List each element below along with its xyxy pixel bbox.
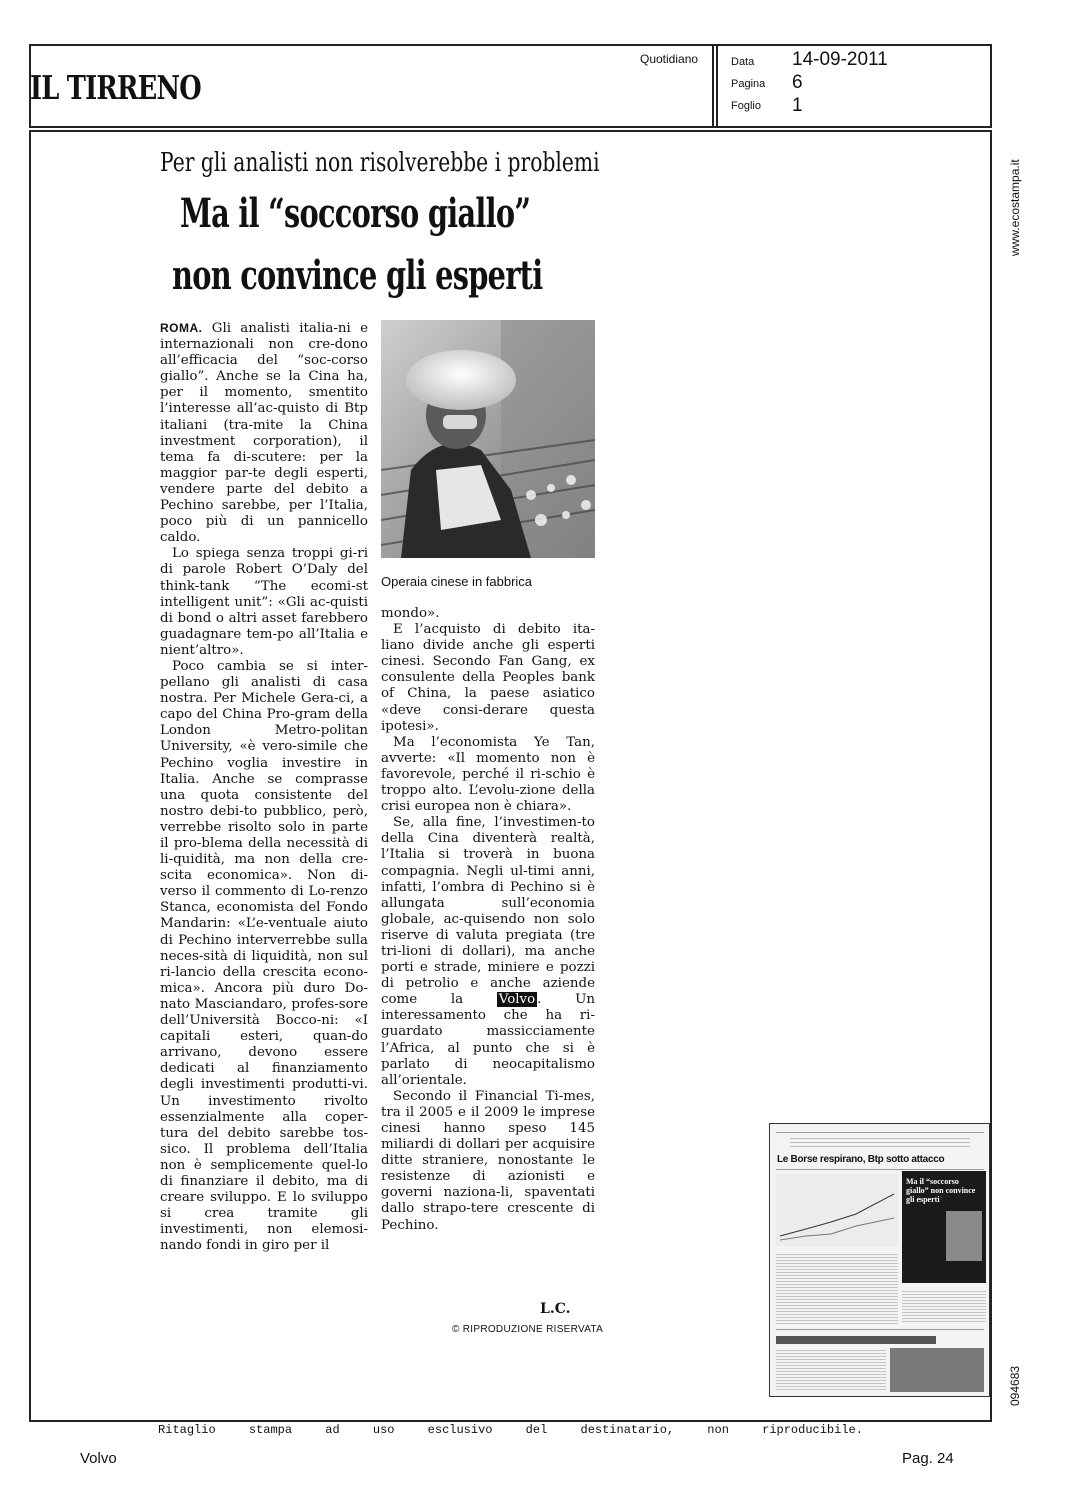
page-thumbnail	[769, 1123, 990, 1397]
footer-page-number: Pag. 24	[902, 1450, 954, 1467]
article-title-line-1: Ma il “soccorso giallo”	[180, 190, 531, 237]
side-website-text: www.ecostampa.it	[1008, 159, 1022, 256]
header-divider	[712, 44, 718, 128]
thumb-text-block	[776, 1348, 886, 1392]
thumb-highlighted-article	[902, 1171, 986, 1283]
publication-type: Quotidiano	[640, 52, 699, 66]
highlighted-keyword: Volvo	[498, 992, 536, 1008]
copyright-note: © RIPRODUZIONE RISERVATA	[452, 1324, 604, 1335]
paragraph: Ma l’economista Ye Tan, avverte: «Il momento non è favorevole, perché il ri-schio è troppo alto. L’evolu-zione della crisi europea non è chiara».	[381, 734, 595, 815]
article-kicker: Per gli analisti non risolverebbe i problemi	[160, 148, 600, 178]
masthead: IL TIRRENO	[30, 68, 201, 107]
thumb-subhead	[776, 1336, 936, 1344]
paragraph: Secondo il Financial Ti-mes, tra il 2005 e il 2009 le imprese cinesi hanno speso 145 miliardi di dollari per acquisire ditte straniere, nonostante le resistenze di azionisti e governi naziona-li, spaventati dallo strapo-tere crescente di Pechino.	[381, 1088, 595, 1233]
thumb-rule	[776, 1132, 984, 1133]
author-signature: L.C.	[540, 1301, 571, 1317]
thumb-headline: Le Borse respirano, Btp sotto attacco	[777, 1154, 945, 1165]
article-column-1	[160, 320, 368, 1254]
photo-caption: Operaia cinese in fabbrica	[381, 574, 533, 589]
thumb-rule	[790, 1138, 970, 1139]
thumb-rule	[790, 1142, 970, 1143]
paragraph-text: . Un interessamento che ha ri-guardato massicciamente l’Africa, al punto che si è parlato di neocapitalismo all’orientale.	[381, 992, 595, 1088]
article-title-line-2: non convince gli esperti	[172, 252, 543, 299]
thumb-text-block	[776, 1252, 898, 1324]
paragraph: Poco cambia se si inter-pellano gli analisti di casa nostra. Per Michele Gera-ci, a capo del China Pro-gram della London Metro-politan University, «è vero-simile che Pechino voglia investire in Italia. Anche se comprasse una quota consistente del nostro debi-to pubblico, però, verrebbe risolto solo in parte il pro-blema della necessità di li-quidità, ma non della cre-scita economica». Non di-verso il commento di Lo-renzo Stanca, economista del Fondo Mandarin: «L’e-ventuale aiuto di Pechino interverrebbe sulla neces-sità di liquidità, non sul ri-lancio della crescita econo-mica». Ancora più duro Do-nato Masciandaro, profes-sore dell’Università Bocco-ni: «I capitali esteri, quan-do arrivano, devono essere dedicati al finanziamento degli investimenti produtti-vi. Un investimento rivolto essenzialmente alla coper-tura del debito sarebbe tos-sico. Il problema dell’Italia non è semplicemente quel-lo di finanziare il debito, ma di creare sviluppo. E lo sviluppo si crea tramite gli investimenti, non elemosi-nando fondi in giro per il	[160, 658, 368, 1254]
thumb-rule	[790, 1146, 970, 1147]
paragraph-text: Se, alla fine, l’investimen-to della Cina diventerà realtà, l’Italia si troverà in buona compagnia. Negli ul-timi anni, infatti, l’ombra di Pechino si è allungata sull’economia globale, ac-quisendo non solo riserve di valuta pregiata (tre tri-lioni di dollari), ma anche porti e strade, miniere e pozzi di petrolio e anche aziende come la	[381, 815, 595, 1008]
rights-notice: Ritaglio stampa ad uso esclusivo del destinatario, non riproducibile.	[158, 1423, 863, 1437]
thumb-rule	[776, 1169, 984, 1170]
side-code-text: 094683	[1008, 1365, 1022, 1406]
paragraph: Lo spiega senza troppi gi-ri di parole Robert O’Daly del think-tank “The ecomi-st intelligent unit”: «Gli ac-quisti di bond o altri asset farebbero guadagnare tem-po all’Italia e nient’altro».	[160, 546, 368, 658]
thumb-photo	[946, 1211, 982, 1261]
paragraph-text: Gli analisti italia-ni e internazionali non cre-dono all’efficacia del “soc-corso giallo”. Anche se la Cina ha, per il momento, smentito l’interesse all’ac-quisto di Btp italiani (tra-mite la China investment corporation), il tema fa di-scutere: per la maggior par-te degli esperti, vendere parte del debito a Pechino sarebbe, per l’Italia, poco più di un pannicello caldo.	[160, 321, 368, 546]
article-column-2	[381, 606, 595, 1234]
meta-value-page: 6	[792, 72, 803, 93]
thumb-photo	[890, 1348, 984, 1392]
thumb-rule	[776, 1329, 984, 1330]
paragraph	[381, 815, 595, 1089]
paragraph: E l’acquisto di debito ita-liano divide anche gli esperti cinesi. Secondo Fan Gang, ex consulente della Peoples bank of China, la paese asiatico «deve consi-derare questa ipotesi».	[381, 622, 595, 734]
meta-label-sheet: Foglio	[731, 100, 761, 112]
paragraph: mondo».	[381, 606, 440, 621]
meta-label-date: Data	[731, 56, 755, 68]
meta-value-sheet: 1	[792, 95, 803, 116]
thumb-chart	[776, 1174, 898, 1246]
thumb-article-title: Ma il “soccorso giallo” non convince gli esperti	[906, 1177, 976, 1204]
paragraph	[160, 320, 368, 546]
meta-label-page: Pagina	[731, 78, 766, 90]
footer-keyword: Volvo	[80, 1450, 117, 1467]
dateline: ROMA.	[160, 321, 203, 335]
thumb-text-block	[902, 1289, 986, 1324]
factory-worker-photo	[381, 320, 595, 558]
meta-value-date: 14-09-2011	[792, 49, 888, 70]
